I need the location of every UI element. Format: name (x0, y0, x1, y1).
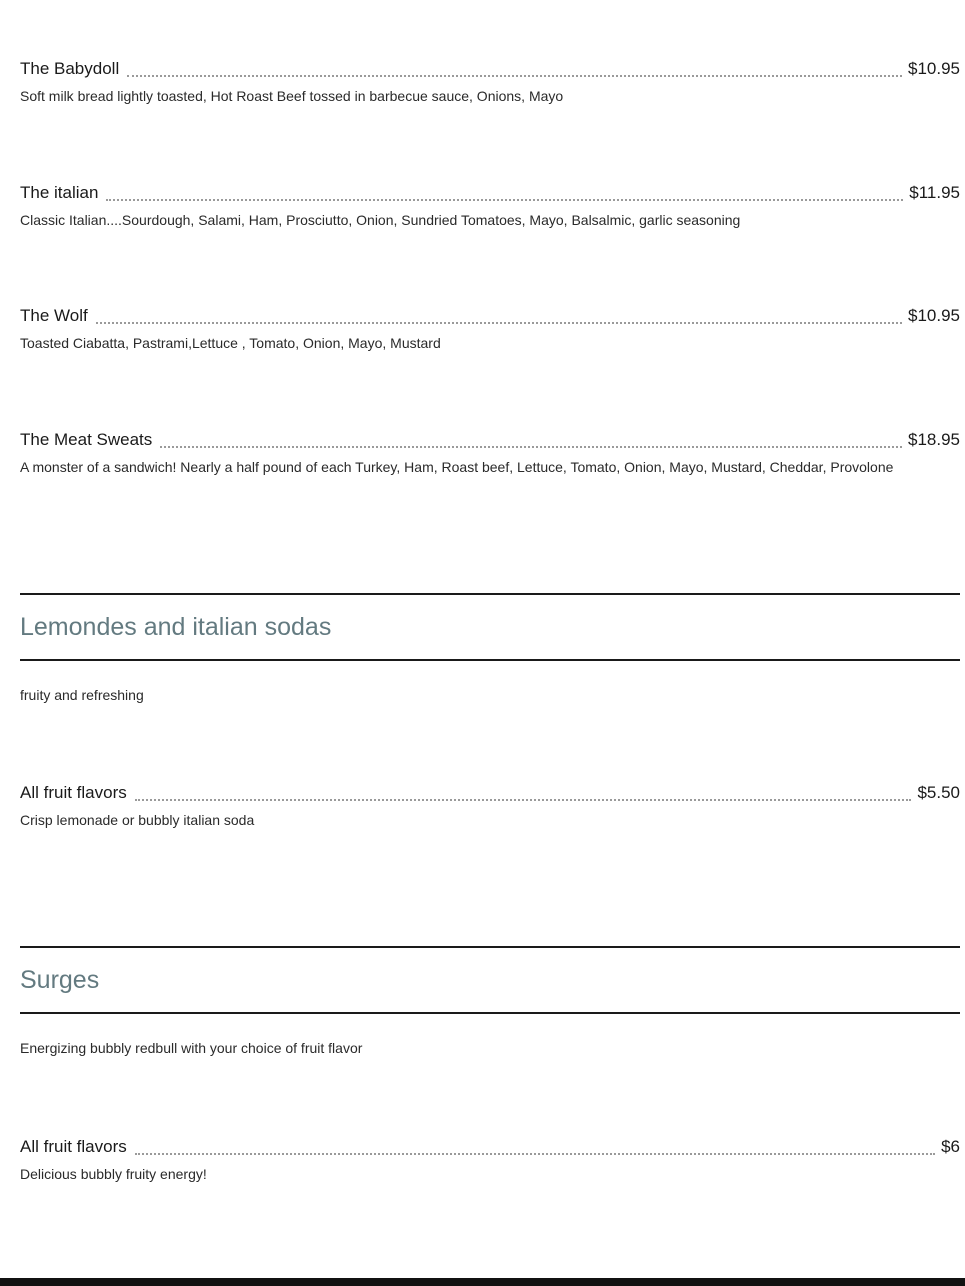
item-description: Soft milk bread lightly toasted, Hot Roast Beef tossed in barbecue sauce, Onions, Mayo (20, 88, 564, 104)
item-price: $18.95 (908, 430, 960, 449)
section-title: Lemondes and italian sodas (20, 613, 332, 641)
item-price: $6 (941, 1137, 960, 1156)
item-name: All fruit flavors (20, 783, 127, 802)
menu-item-lemonade-flavors (20, 778, 960, 828)
menu-item-wolf (20, 301, 960, 351)
menu-item-row (20, 301, 960, 327)
item-name: All fruit flavors (20, 1137, 127, 1156)
section-header-surges (20, 946, 960, 1014)
item-description: Delicious bubbly fruity energy! (20, 1166, 207, 1182)
menu-item-row (20, 1132, 960, 1158)
item-price: $11.95 (909, 183, 960, 202)
item-name: The Wolf (20, 306, 88, 325)
dot-leader (106, 199, 903, 201)
item-description: Toasted Ciabatta, Pastrami,Lettuce , Tomato, Onion, Mayo, Mustard (20, 335, 441, 351)
menu-item-italian (20, 178, 960, 228)
dot-leader (135, 799, 912, 801)
menu-item-meat-sweats (20, 425, 960, 475)
menu-item-row (20, 54, 960, 80)
menu-item-surge-flavors (20, 1132, 960, 1182)
section-header-lemonades (20, 593, 960, 661)
section-description: fruity and refreshing (20, 687, 144, 703)
dot-leader (96, 322, 902, 324)
menu-item-row (20, 425, 960, 451)
section-description: Energizing bubbly redbull with your choice of fruit flavor (20, 1040, 363, 1056)
menu-item-babydoll (20, 54, 960, 104)
item-price: $5.50 (917, 783, 960, 802)
dot-leader (160, 446, 902, 448)
item-name: The italian (20, 183, 99, 202)
section-title: Surges (20, 966, 100, 994)
item-description: Crisp lemonade or bubbly italian soda (20, 812, 255, 828)
item-description: Classic Italian....Sourdough, Salami, Ham, Prosciutto, Onion, Sundried Tomatoes, Mayo, Balsalmic, garlic seasoning (20, 212, 741, 228)
item-name: The Babydoll (20, 59, 120, 78)
item-description: A monster of a sandwich! Nearly a half pound of each Turkey, Ham, Roast beef, Lettuce, Tomato, Onion, Mayo, Mustard, Cheddar, Provolone (20, 459, 894, 475)
item-price: $10.95 (908, 59, 960, 78)
menu-item-row (20, 178, 960, 204)
item-name: The Meat Sweats (20, 430, 153, 449)
footer-bar (0, 1278, 965, 1286)
dot-leader (135, 1153, 935, 1155)
menu-item-row (20, 778, 960, 804)
dot-leader (127, 75, 902, 77)
item-price: $10.95 (908, 306, 960, 325)
